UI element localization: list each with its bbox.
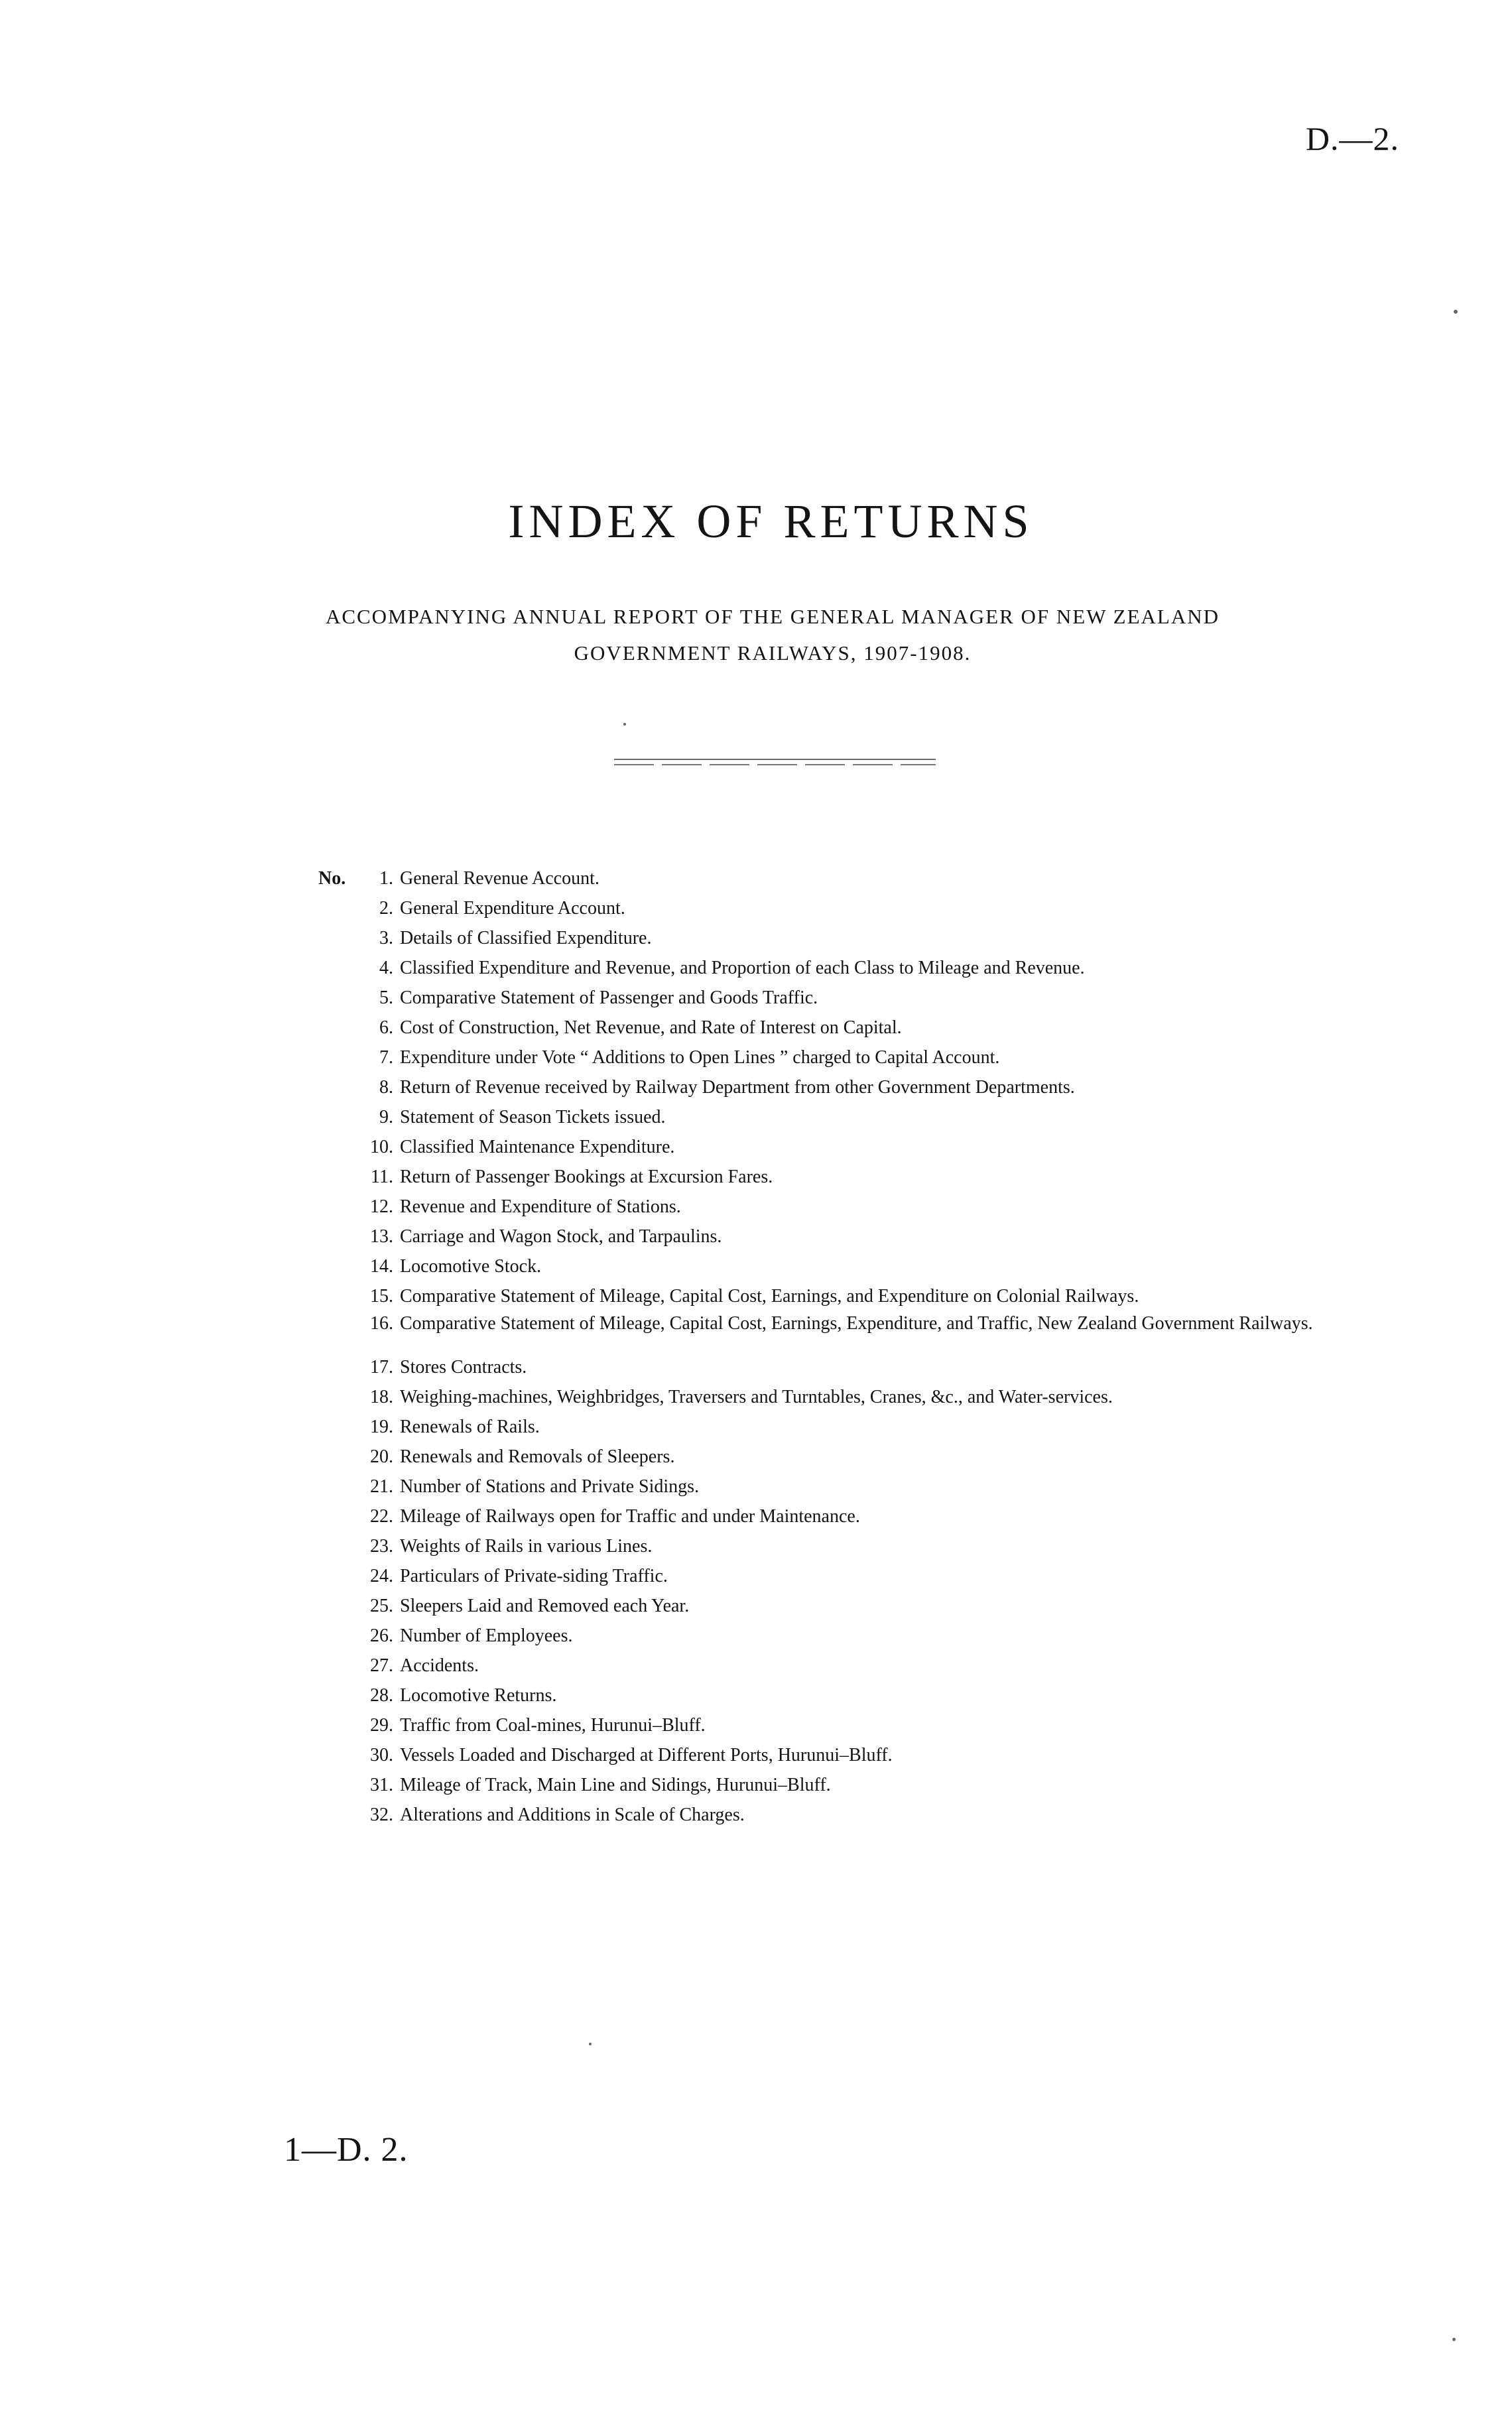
item-number: 32.: [370, 1805, 393, 1825]
item-number: 29.: [370, 1715, 393, 1736]
scan-speck: [1454, 310, 1458, 314]
list-item: [318, 953, 1366, 983]
list-item: [318, 1311, 1366, 1352]
item-text: Traffic from Coal-mines, Hurunui–Bluff.: [400, 1715, 706, 1736]
list-item: [318, 1382, 1366, 1412]
item-text: General Expenditure Account.: [400, 898, 625, 919]
page-reference: D.—2.: [1305, 120, 1399, 157]
item-text: Cost of Construction, Net Revenue, and Rate of Interest on Capital.: [400, 1017, 902, 1038]
footer-reference: 1—D. 2.: [284, 2131, 409, 2169]
item-number: 6.: [379, 1017, 393, 1038]
item-text: Number of Stations and Private Sidings.: [400, 1476, 700, 1497]
item-number: 23.: [370, 1536, 393, 1557]
item-number: 13.: [370, 1226, 393, 1247]
list-item: [318, 1352, 1366, 1382]
list-item: [318, 1621, 1366, 1651]
item-text: Mileage of Track, Main Line and Sidings, Hurunui–Bluff.: [400, 1775, 831, 1795]
list-item: [318, 1531, 1366, 1561]
item-text: Sleepers Laid and Removed each Year.: [400, 1596, 690, 1616]
item-text: Expenditure under Vote “ Additions to Open Lines ” charged to Capital Account.: [400, 1047, 1000, 1068]
list-item: [318, 1013, 1366, 1043]
item-text: Weights of Rails in various Lines.: [400, 1536, 653, 1557]
list-item: [318, 1192, 1366, 1222]
item-text: Locomotive Stock.: [400, 1256, 542, 1277]
list-item: [318, 983, 1366, 1013]
list-item: [318, 1502, 1366, 1531]
list-item: [318, 1472, 1366, 1502]
item-text: Statement of Season Tickets issued.: [400, 1107, 666, 1127]
item-number: 27.: [370, 1655, 393, 1676]
item-text: Renewals and Removals of Sleepers.: [400, 1446, 675, 1467]
item-number: 28.: [370, 1685, 393, 1706]
item-number: 16.: [370, 1313, 393, 1334]
decorative-rule: [614, 759, 936, 767]
list-item: [318, 1800, 1366, 1830]
item-number: 7.: [379, 1047, 393, 1068]
item-text: Return of Passenger Bookings at Excursion Fares.: [400, 1167, 773, 1187]
list-item: [318, 1591, 1366, 1621]
item-number: 1.: [379, 868, 393, 889]
list-item: [318, 1162, 1366, 1192]
list-item: [318, 1222, 1366, 1251]
item-text: Classified Expenditure and Revenue, and Proportion of each Class to Mileage and Revenue.: [400, 958, 1085, 978]
list-item: [318, 1770, 1366, 1800]
item-number: 22.: [370, 1506, 393, 1527]
item-number: 25.: [370, 1596, 393, 1616]
list-item: [318, 1740, 1366, 1770]
item-text: Mileage of Railways open for Traffic and under Maintenance.: [400, 1506, 860, 1527]
list-item: [318, 1561, 1366, 1591]
subtitle-line-2: GOVERNMENT RAILWAYS, 1907-1908.: [574, 641, 972, 665]
item-text: Comparative Statement of Mileage, Capital Cost, Earnings, and Expenditure on Colonial Railways.: [400, 1286, 1139, 1307]
item-number: 17.: [370, 1357, 393, 1377]
page-title: INDEX OF RETURNS: [508, 495, 1034, 548]
item-text: Accidents.: [400, 1655, 479, 1676]
index-list: [318, 863, 1366, 1830]
item-text: Comparative Statement of Mileage, Capital Cost, Earnings, Expenditure, and Traffic, New Zealand Government Railways.: [400, 1313, 1313, 1334]
list-item: [318, 1043, 1366, 1072]
item-number: 8.: [379, 1077, 393, 1098]
list-item: [318, 1651, 1366, 1681]
item-number: 11.: [371, 1167, 393, 1187]
item-text: Number of Employees.: [400, 1626, 573, 1646]
item-text: Stores Contracts.: [400, 1357, 527, 1377]
list-prefix: No.: [318, 868, 346, 889]
page-subtitle: [219, 598, 1326, 671]
scan-speck: [623, 723, 626, 726]
item-text: Revenue and Expenditure of Stations.: [400, 1196, 681, 1217]
item-text: Comparative Statement of Passenger and Goods Traffic.: [400, 988, 818, 1008]
list-item: [318, 1072, 1366, 1102]
item-number: 3.: [379, 928, 393, 948]
list-item: [318, 1132, 1366, 1162]
item-number: 14.: [370, 1256, 393, 1277]
item-number: 31.: [370, 1775, 393, 1795]
item-number: 10.: [370, 1137, 393, 1157]
item-number: 18.: [370, 1387, 393, 1407]
list-item: [318, 1251, 1366, 1281]
item-text: Renewals of Rails.: [400, 1417, 540, 1437]
list-item: [318, 1710, 1366, 1740]
item-text: Return of Revenue received by Railway Department from other Government Departments.: [400, 1077, 1075, 1098]
subtitle-line-1: ACCOMPANYING ANNUAL REPORT OF THE GENERAL MANAGER OF NEW ZEALAND: [325, 605, 1220, 628]
item-number: 19.: [370, 1417, 393, 1437]
list-item: [318, 1102, 1366, 1132]
item-number: 26.: [370, 1626, 393, 1646]
scan-speck: [589, 2043, 592, 2045]
item-text: Weighing-machines, Weighbridges, Traversers and Turntables, Cranes, &c., and Water-services.: [400, 1387, 1113, 1407]
item-number: 9.: [379, 1107, 393, 1127]
item-text: Locomotive Returns.: [400, 1685, 557, 1706]
item-number: 5.: [379, 988, 393, 1008]
list-item: [318, 1281, 1366, 1311]
item-text: General Revenue Account.: [400, 868, 599, 889]
item-text: Particulars of Private-siding Traffic.: [400, 1566, 668, 1586]
item-number: 2.: [379, 898, 393, 919]
item-text: Alterations and Additions in Scale of Charges.: [400, 1805, 745, 1825]
list-item: [318, 863, 1366, 893]
item-text: Classified Maintenance Expenditure.: [400, 1137, 675, 1157]
list-item: [318, 1412, 1366, 1442]
list-item: [318, 893, 1366, 923]
item-number: 4.: [379, 958, 393, 978]
item-number: 21.: [370, 1476, 393, 1497]
list-item: [318, 1681, 1366, 1710]
item-number: 24.: [370, 1566, 393, 1586]
item-text: Vessels Loaded and Discharged at Different Ports, Hurunui–Bluff.: [400, 1745, 893, 1765]
list-item: [318, 1442, 1366, 1472]
item-number: 30.: [370, 1745, 393, 1765]
item-number: 12.: [370, 1196, 393, 1217]
scan-speck: [1452, 2338, 1456, 2341]
item-number: 15.: [370, 1286, 393, 1307]
item-number: 20.: [370, 1446, 393, 1467]
list-item: [318, 923, 1366, 953]
item-text: Details of Classified Expenditure.: [400, 928, 652, 948]
item-text: Carriage and Wagon Stock, and Tarpaulins.: [400, 1226, 722, 1247]
